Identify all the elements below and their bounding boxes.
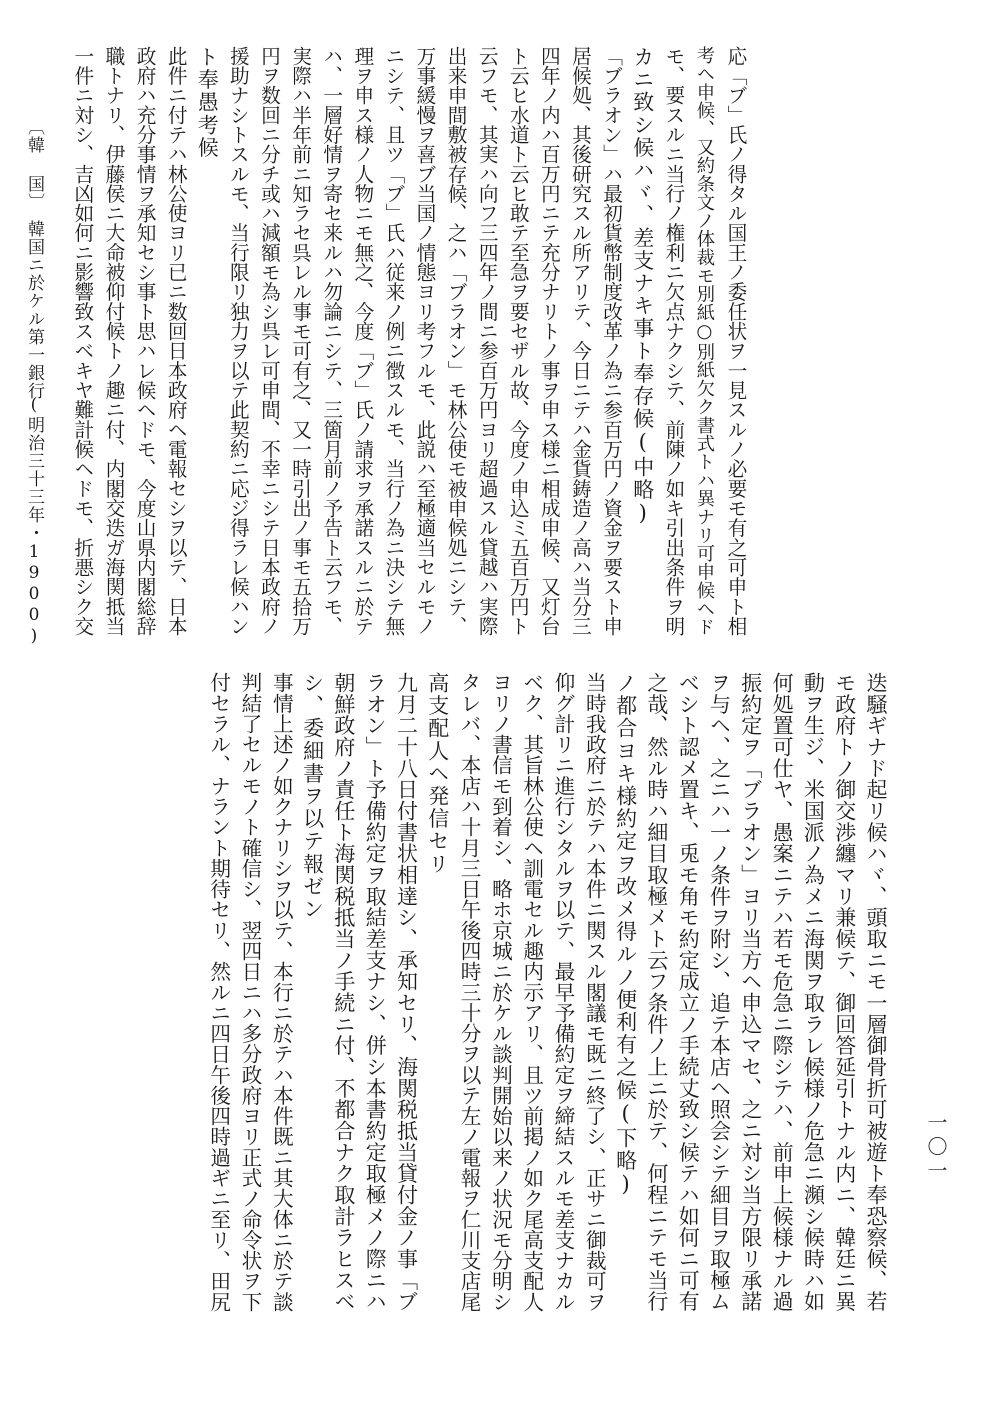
page-number: 一〇一 <box>924 1112 948 1184</box>
text-column: 此件ニ付テハ林公使ヨリ已ニ数回日本政府ヘ電報セシヲ以テ、日本 <box>164 46 188 636</box>
text-column: シ、委細書ヲ以テ報ゼン <box>300 672 325 921</box>
text-column: 円ヲ数回ニ分チ或ハ減額モ為シ呉レ可申間、不幸ニシテ日本政府ノ <box>257 46 281 636</box>
text-column: 高支配人ヘ発信セリ <box>425 672 450 876</box>
text-column: 判結了セルモノト確信シ、翌四日ニハ多分政府ヨリ正式ノ命令状ヲ下 <box>238 672 262 1312</box>
text-column: カニ致シ候ハヾ、差支ナキ事ト奉存候(中略) <box>630 46 655 527</box>
text-column: 之哉、然ル時ハ細目取極メト云フ条件ノ上ニ於テ、何程ニテモ当行 <box>644 672 669 1312</box>
text-column: 考ヘ申候、又約条文ノ体裁モ別紙○別紙欠ク書式トハ異ナリ可申候ヘド <box>693 46 715 636</box>
text-column: 云フモ、其実ハ向フ三四年ノ間ニ参百万円ヨリ超過スル貸越ハ実際 <box>475 46 499 636</box>
running-header-era: (明治三十三年・1900) <box>24 395 44 647</box>
running-header-title: 韓国ニ於ケル第一銀行 <box>24 220 44 400</box>
text-column: ト云ヒ水道ト云ヒ敢テ至急ヲ要セザル故、今度ノ申込ミ五百万円ト <box>506 46 530 636</box>
text-column: 職トナリ、伊藤侯ニ大命被仰付候トノ趣ニ付、内閣交迭ガ海関抵当 <box>102 46 125 636</box>
text-column: 応「ブ」氏ノ得タル国王ノ委任状ヲ一見スルノ必要モ有之可申ト相 <box>724 46 747 636</box>
text-column: 一件ニ対シ、吉凶如何ニ影響致スベキヤ難計候ヘドモ、折悪シク交 <box>70 46 94 636</box>
text-column: 居候処、其後研究スル所アリテ、今日ニテハ金貨鋳造ノ高ハ当分三 <box>568 46 592 636</box>
text-column: 理ヲ申ス様ノ人物ニモ無之、今度「ブ」氏ノ請求ヲ承諾スルニ於テ <box>350 46 374 636</box>
text-column: ヨリノ書信モ到着シ、略ホ京城ニ於ケル談判開始以来ノ状況モ分明シ <box>488 672 513 1312</box>
text-column: モ、要スルニ当行ノ権利ニ欠点ナクシテ、前陳ノ如キ引出条件ヲ明 <box>661 46 685 636</box>
text-column: 「ブラオン」ハ最初貨幣制度改革ノ為ニ参百万円ノ資金ヲ要スト申 <box>599 46 623 636</box>
text-column: 振約定ヲ「ブラオン」ヨリ当方ヘ申込マセ、之ニ対シ当方限リ承諾 <box>738 672 763 1312</box>
text-column: 実際ハ半年前ニ知ラセ呉レル事モ可有之、又一時引出ノ事モ五拾万 <box>288 46 312 636</box>
text-column: 九月二十八日付書状相達シ、承知セリ、海関税抵当貸付金ノ事「ブ <box>394 672 419 1312</box>
text-column: タレバ、本店ハ十月三日午後四時三十分ヲ以テ左ノ電報ヲ仁川支店尾 <box>457 672 482 1312</box>
text-column: ラオン」ト予備約定ヲ取結差支ナシ、併シ本書約定取極メノ際ニハ <box>363 672 388 1312</box>
text-column: 朝鮮政府ノ責任ト海関税抵当ノ手続ニ付、不都合ナク取計ラヒスベ <box>331 672 356 1312</box>
text-column: 仰グ計リニ進行シタルヲ以テ、最早予備約定ヲ締結スルモ差支ナカル <box>551 672 575 1312</box>
text-column: 援助ナシトスルモ、当行限リ独力ヲ以テ此契約ニ応ジ得ラレ候ハン <box>226 46 250 636</box>
text-column: 事情上述ノ如クナリシヲ以テ、本行ニ於テハ本件既ニ其大体ニ於テ談 <box>269 672 294 1312</box>
text-column: 何処置可仕ヤ、愚案ニテハ若モ危急ニ際シテハ、前申上候様ナル過 <box>770 672 795 1312</box>
text-column: 当時我政府ニ於テハ本件ニ関スル閣議モ既ニ終了シ、正サニ御裁可ヲ <box>582 672 607 1312</box>
text-column: モ政府トノ御交渉纏マリ兼候テ、御回答延引トナル内ニ、韓廷ニ異 <box>832 672 857 1312</box>
text-column: ノ都合ヨキ様約定ヲ改メ得ルノ便利有之候(下略) <box>613 672 638 1198</box>
text-column: ハ、一層好情ヲ寄セ来ルハ勿論ニシテ、三箇月前ノ予告ト云フモ、 <box>319 46 343 636</box>
text-column: 動ヲ生ジ、米国派ノ為メニ海関ヲ取ラレ候様ノ危急ニ瀕シ候時ハ如 <box>801 672 826 1312</box>
text-column: ヲ与ヘ、之ニハ一ノ条件ヲ附シ、追テ本店ヘ照会シテ細目ヲ取極ム <box>707 672 732 1312</box>
text-column: 付セラル、ナラント期待セリ、然ルニ四日午後四時過ギニ至リ、田尻 <box>206 672 231 1312</box>
text-column: 出来申間敷被存候、之ハ「ブラオン」モ林公使モ被申候処ニシテ、 <box>444 46 468 636</box>
text-column: 政府ハ充分事情ヲ承知セシ事ト思ハレ候ヘドモ、今度山県内閣総辞 <box>133 46 157 636</box>
text-column: ト奉愚考候 <box>195 46 220 159</box>
text-column: ベシト認メ置キ、兎モ角モ約定成立ノ手続丈致シ候テハ如何ニ可有 <box>676 672 701 1312</box>
running-header-section: 〔韓 国〕 <box>24 118 44 211</box>
text-column: 万事緩慢ヲ喜ブ当国ノ情態ヨリ考フルモ、此説ハ至極適当セルモノ <box>413 46 436 636</box>
text-column: 四年ノ内ハ百万円ニテ充分ナリトノ事ヲ申ス様ニ相成申候、又灯台 <box>537 46 561 636</box>
text-column: ベク、其旨林公使ヘ訓電セル趣内示アリ、且ツ前掲ノ如ク尾高支配人 <box>519 672 544 1312</box>
text-column: 迭騒ギナド起リ候ハヾ、頭取ニモ一層御骨折可被遊ト奉恐察候、若 <box>864 672 888 1312</box>
text-column: ニシテ、且ツ「ブ」氏ハ従来ノ例ニ徴スルモ、当行ノ為ニ決シテ無 <box>381 46 405 636</box>
